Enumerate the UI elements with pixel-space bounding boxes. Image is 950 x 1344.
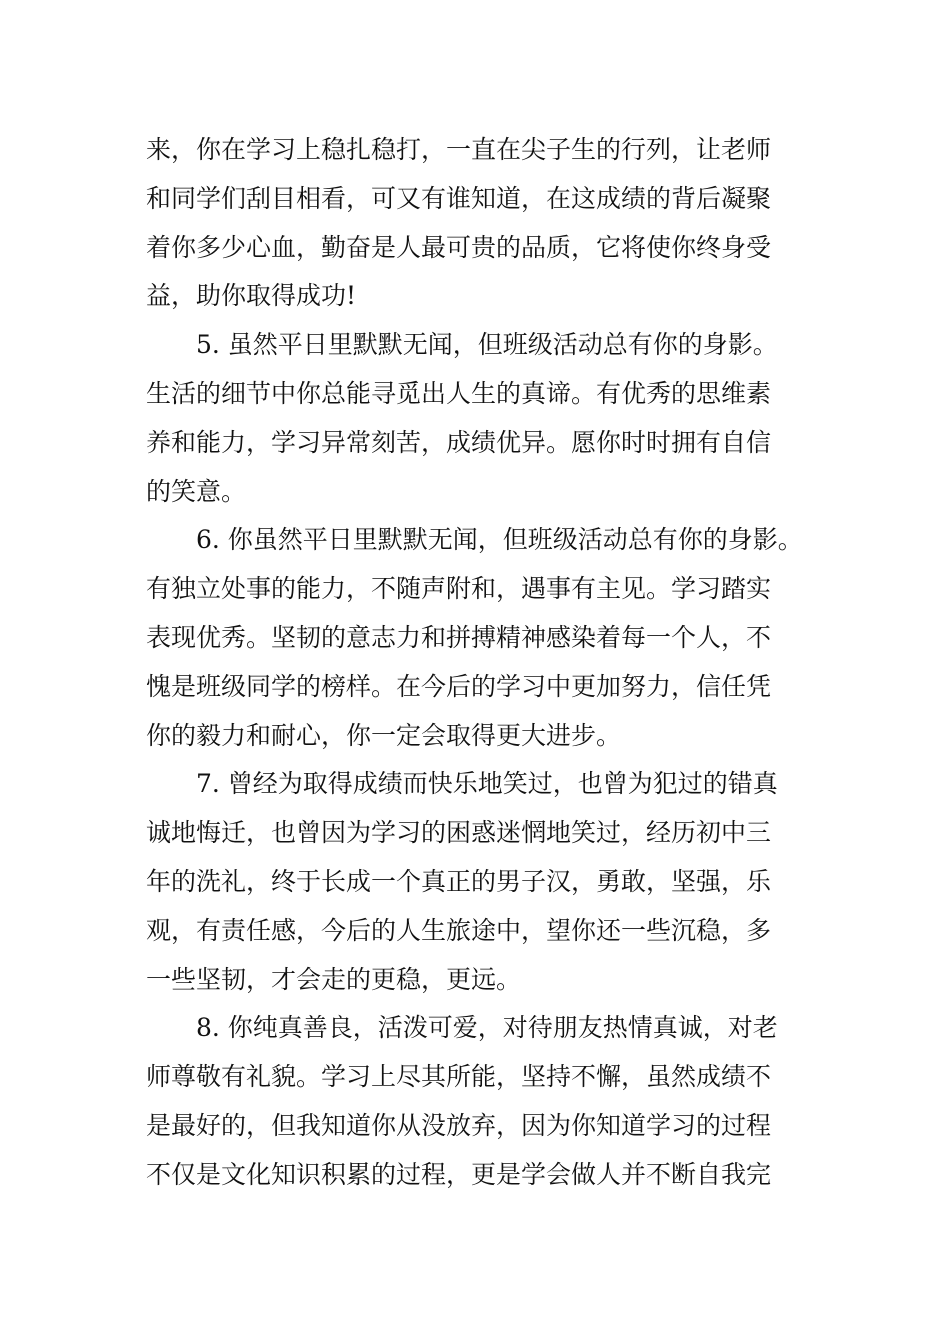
text-line: 你的毅力和耐心，你一定会取得更大进步。 [146, 720, 622, 750]
text-line: 生活的细节中你总能寻觅出人生的真谛。有优秀的思维素 [146, 378, 772, 408]
text-line: 的笑意。 [146, 476, 247, 506]
text-line: 师尊敬有礼貌。学习上尽其所能，坚持不懈，虽然成绩不 [146, 1062, 772, 1092]
text-line: 观，有责任感，今后的人生旅途中，望你还一些沉稳，多 [146, 915, 772, 945]
text-line: 养和能力，学习异常刻苦，成绩优异。愿你时时拥有自信 [146, 427, 772, 457]
text-line: 是最好的，但我知道你从没放弃，因为你知道学习的过程 [146, 1110, 772, 1140]
document-body [146, 126, 818, 1200]
text-line: 和同学们刮目相看，可又有谁知道，在这成绩的背后凝聚 [146, 183, 772, 213]
text-line: 一些坚韧，才会走的更稳，更远。 [146, 964, 522, 994]
text-line: 诚地悔迁，也曾因为学习的困惑迷惘地笑过，经历初中三 [146, 818, 772, 848]
paragraph-7-start: 7. 曾经为取得成绩而快乐地笑过，也曾为犯过的错真 [196, 769, 778, 799]
text-line: 益，助你取得成功! [146, 281, 357, 311]
text-line: 有独立处事的能力，不随声附和，遇事有主见。学习踏实 [146, 574, 772, 604]
paragraph-8-start: 8. 你纯真善良，活泼可爱，对待朋友热情真诚，对老 [196, 1013, 778, 1043]
paragraph-6-start: 6. 你虽然平日里默默无闻，但班级活动总有你的身影。 [196, 525, 803, 555]
text-line: 着你多少心血，勤奋是人最可贵的品质，它将使你终身受 [146, 232, 772, 262]
text-line: 愧是班级同学的榜样。在今后的学习中更加努力，信任凭 [146, 671, 772, 701]
text-line: 不仅是文化知识积累的过程，更是学会做人并不断自我完 [146, 1159, 772, 1189]
text-line: 年的洗礼，终于长成一个真正的男子汉，勇敢，坚强，乐 [146, 866, 772, 896]
text-line: 表现优秀。坚韧的意志力和拼搏精神感染着每一个人，不 [146, 622, 772, 652]
text-line: 来，你在学习上稳扎稳打，一直在尖子生的行列，让老师 [146, 135, 772, 164]
paragraph-5-start: 5. 虽然平日里默默无闻，但班级活动总有你的身影。 [196, 330, 778, 360]
